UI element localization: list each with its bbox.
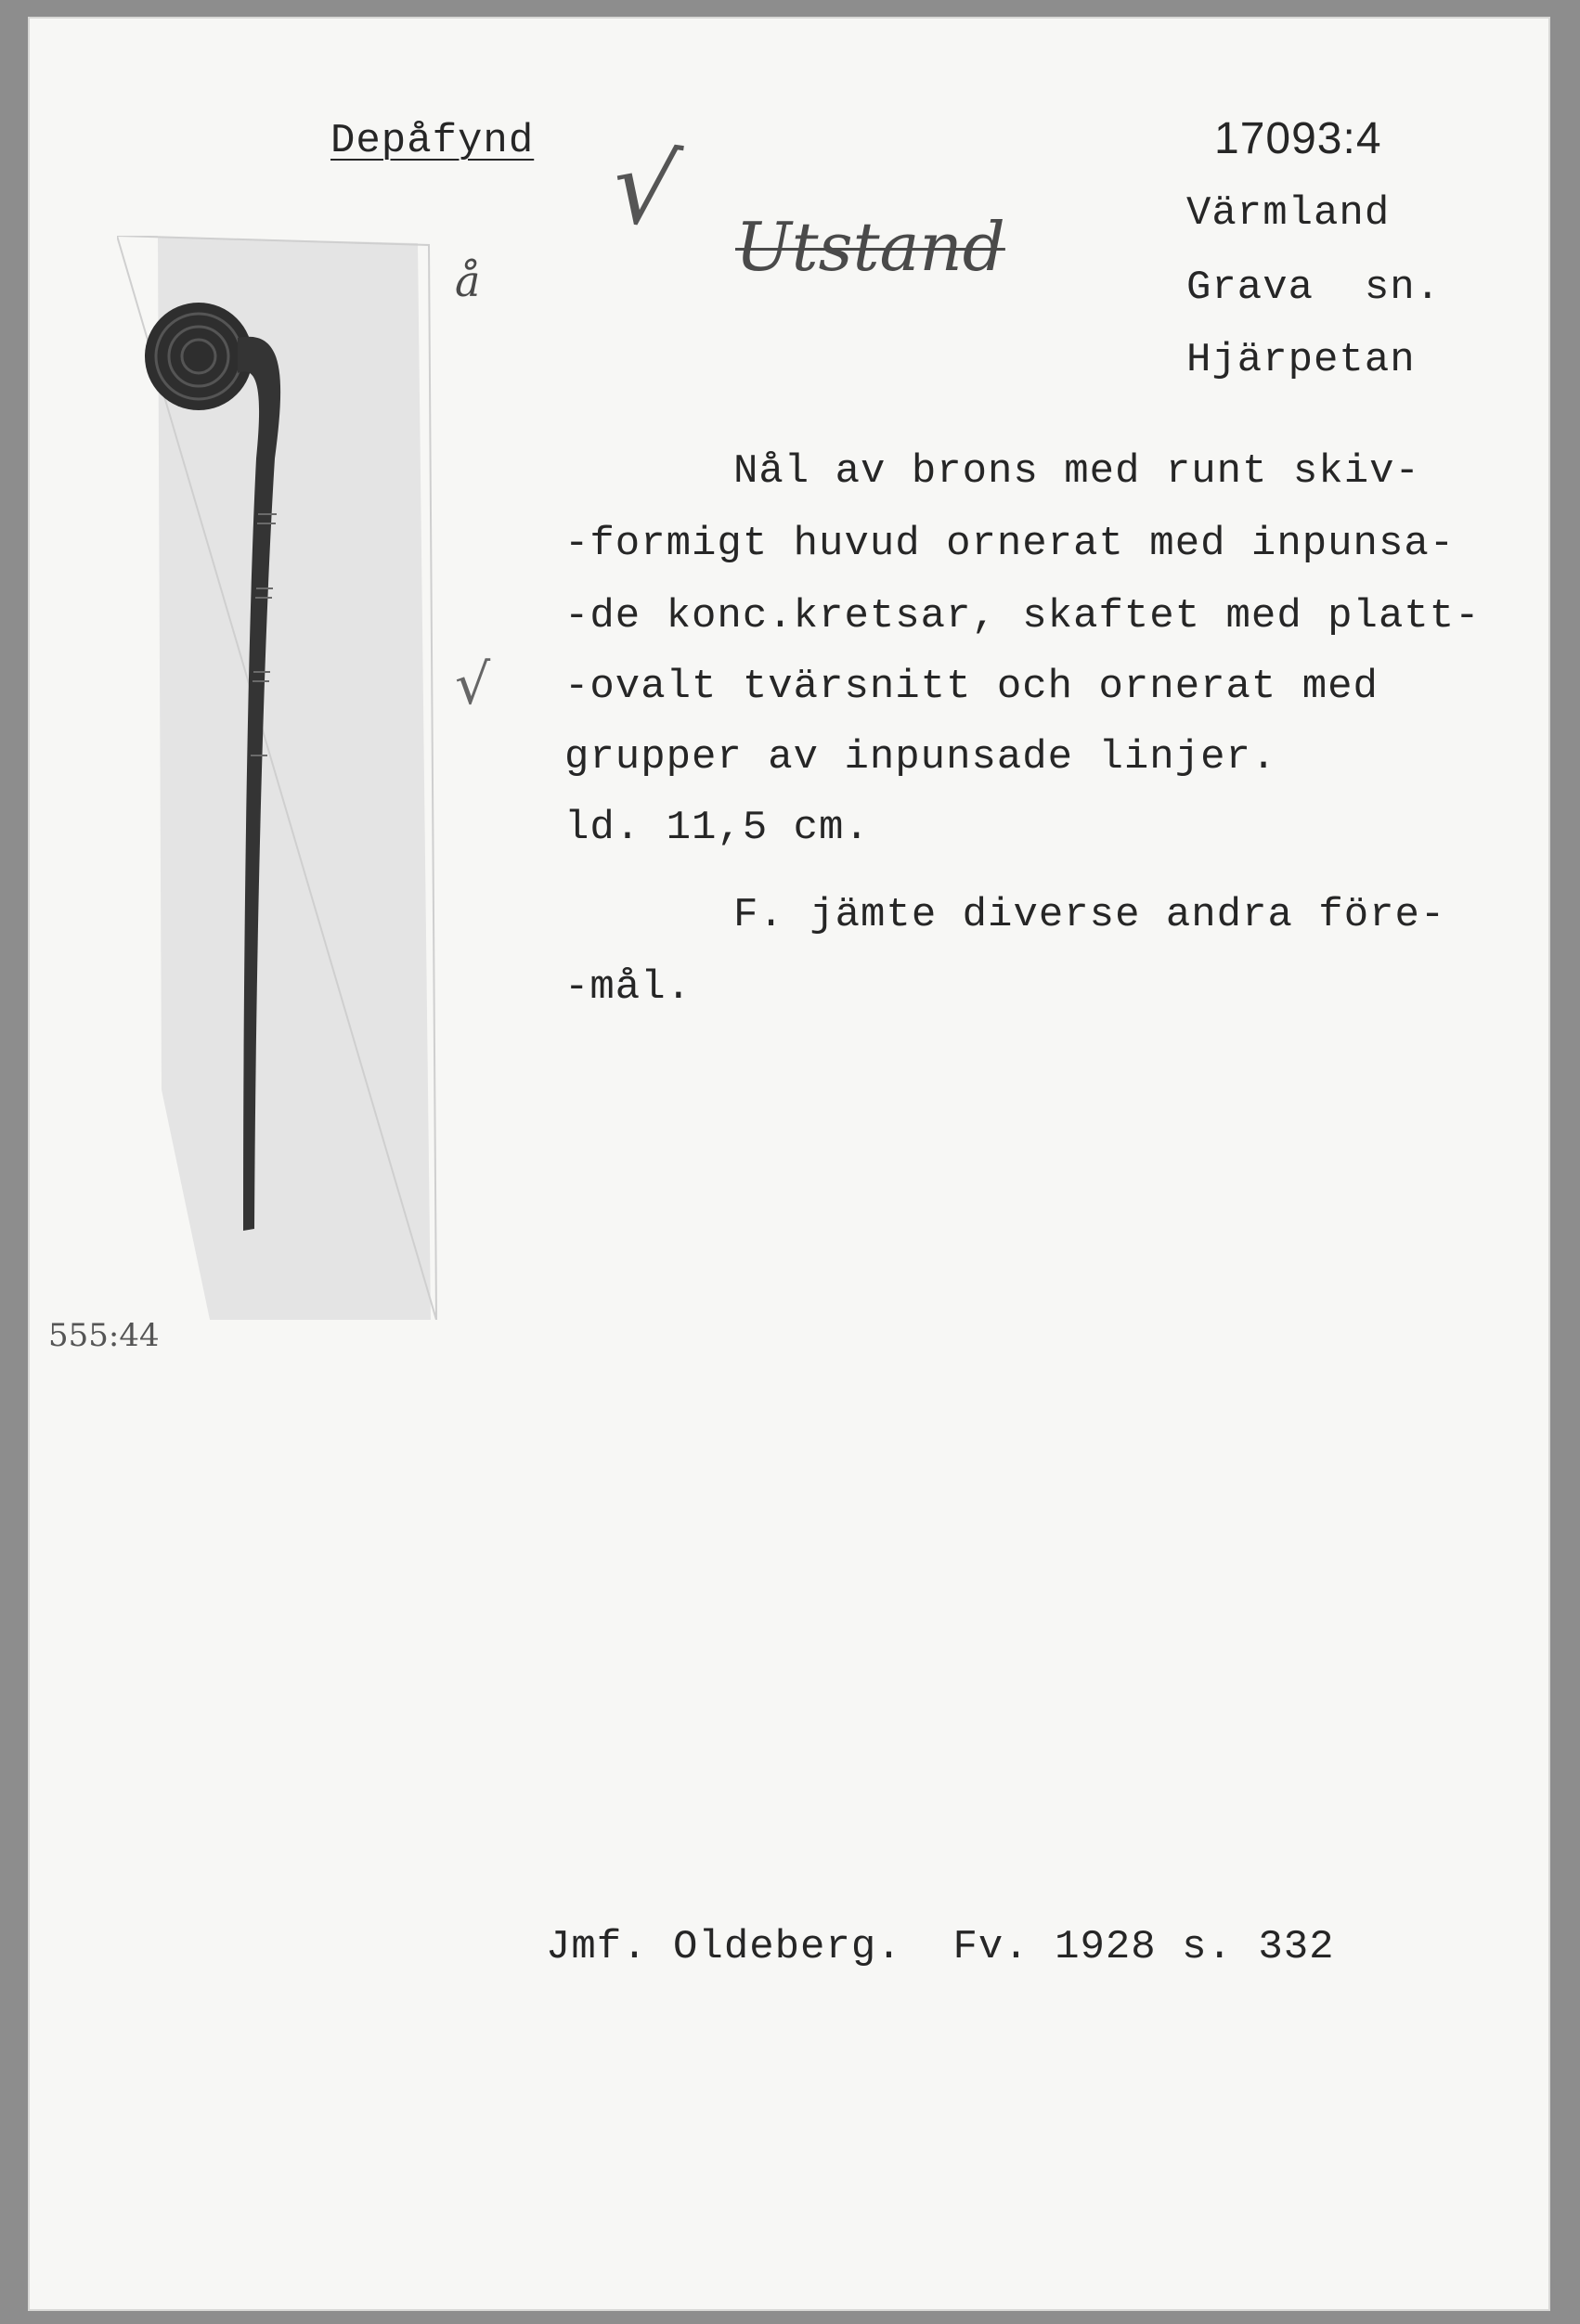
handwritten-a: å: [455, 256, 481, 306]
category-label: Depåfynd: [330, 118, 535, 164]
description-line-2: -formigt huvud ornerat med inpunsa-: [564, 521, 1456, 567]
description-line-1: Nål av brons med runt skiv-: [733, 448, 1420, 495]
site: Hjärpetan: [1186, 337, 1416, 383]
check-mark: √: [604, 124, 686, 252]
catalog-card: [28, 17, 1550, 2311]
province: Värmland: [1186, 190, 1391, 237]
handwritten-number: 555:44: [48, 1317, 160, 1354]
description-line-3: -de konc.kretsar, skaftet med platt-: [564, 593, 1481, 639]
parish: Grava sn.: [1186, 265, 1442, 311]
description-line-5: grupper av inpunsade linjer.: [564, 734, 1277, 781]
find-line-2: -mål.: [564, 964, 693, 1011]
description-line-6: ld. 11,5 cm.: [564, 805, 870, 851]
pin-photograph: [117, 236, 444, 1320]
find-line-1: F. jämte diverse andra före-: [733, 892, 1446, 938]
description-line-4: -ovalt tvärsnitt och ornerat med: [564, 664, 1379, 710]
catalog-number: 17093:4: [1214, 114, 1382, 163]
struck-word: Utstand: [735, 208, 1005, 286]
reference-line: Jmf. Oldeberg. Fv. 1928 s. 332: [546, 1924, 1335, 1970]
margin-check: √: [455, 652, 491, 717]
